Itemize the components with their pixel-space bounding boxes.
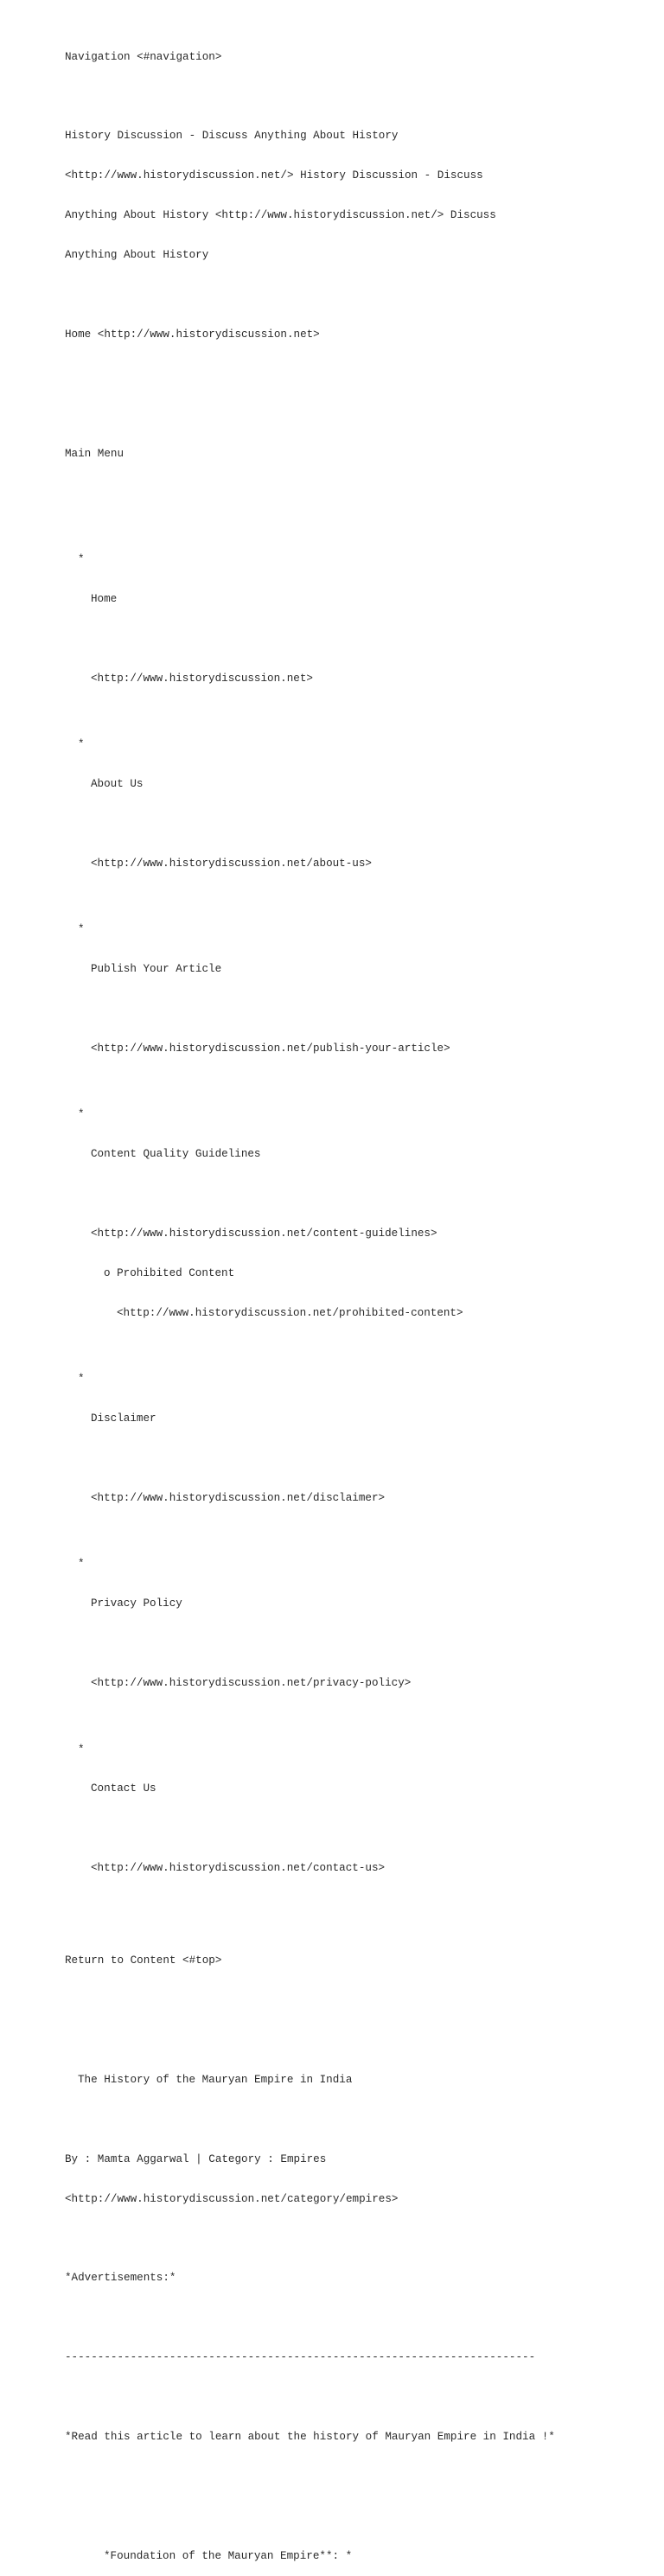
submenu-item-prohibited-content-url[interactable]: <http://www.historydiscussion.net/prohibited-content> (117, 1306, 463, 1319)
menu-item-content-guidelines-url[interactable]: <http://www.historydiscussion.net/content-guidelines> (91, 1227, 437, 1240)
section-heading: *Foundation of the Mauryan Empire**: * (104, 2549, 353, 2562)
menu-item-publish-your-article-url[interactable]: <http://www.historydiscussion.net/publish-your-article> (91, 1042, 450, 1055)
bullet-icon: * (78, 1373, 85, 1386)
menu-item-home[interactable]: Home (91, 592, 118, 605)
menu-item-disclaimer[interactable]: Disclaimer (91, 1412, 156, 1425)
site-header-line-2[interactable]: <http://www.historydiscussion.net/> History Discussion - Discuss (65, 169, 483, 182)
menu-item-publish-your-article[interactable]: Publish Your Article (91, 963, 222, 976)
separator-line: ------------------------------------------------------------------------ (65, 2351, 536, 2364)
site-header-line-3[interactable]: Anything About History <http://www.historydiscussion.net/> Discuss (65, 209, 496, 222)
document-page (65, 24, 555, 2576)
menu-item-home-url[interactable]: <http://www.historydiscussion.net> (91, 672, 313, 685)
menu-item-disclaimer-url[interactable]: <http://www.historydiscussion.net/disclaimer> (91, 1491, 386, 1504)
article-intro: *Read this article to learn about the history of Mauryan Empire in India !* (65, 2431, 555, 2444)
menu-item-about-us[interactable]: About Us (91, 777, 144, 790)
return-to-content-link[interactable]: Return to Content <#top> (65, 1954, 222, 1967)
article-byline: By : Mamta Aggarwal | Category : Empires (65, 2152, 327, 2165)
submenu-item-prohibited-content[interactable]: o Prohibited Content (104, 1266, 235, 1279)
main-menu-title: Main Menu (65, 447, 124, 460)
menu-item-privacy-policy-url[interactable]: <http://www.historydiscussion.net/privacy-policy> (91, 1677, 412, 1690)
bullet-icon: * (78, 1743, 85, 1756)
menu-item-privacy-policy[interactable]: Privacy Policy (91, 1597, 182, 1610)
navigation-link[interactable]: Navigation <#navigation> (65, 50, 222, 63)
menu-item-about-us-url[interactable]: <http://www.historydiscussion.net/about-us> (91, 857, 372, 870)
site-header-line-4: Anything About History (65, 249, 209, 262)
advertisements-label: *Advertisements:* (65, 2272, 176, 2285)
menu-item-contact-us[interactable]: Contact Us (91, 1782, 156, 1795)
site-header-line-1: History Discussion - Discuss Anything About History (65, 130, 399, 143)
bullet-icon: * (78, 1558, 85, 1571)
menu-item-contact-us-url[interactable]: <http://www.historydiscussion.net/contact-us> (91, 1862, 386, 1875)
article-category-link[interactable]: <http://www.historydiscussion.net/category/empires> (65, 2192, 399, 2205)
home-link[interactable]: Home <http://www.historydiscussion.net> (65, 328, 320, 341)
bullet-icon: * (78, 552, 85, 565)
bullet-icon: * (78, 738, 85, 751)
menu-item-content-guidelines[interactable]: Content Quality Guidelines (91, 1148, 261, 1161)
article-title: The History of the Mauryan Empire in India (78, 2074, 353, 2087)
bullet-icon: * (78, 1108, 85, 1121)
bullet-icon: * (78, 923, 85, 936)
